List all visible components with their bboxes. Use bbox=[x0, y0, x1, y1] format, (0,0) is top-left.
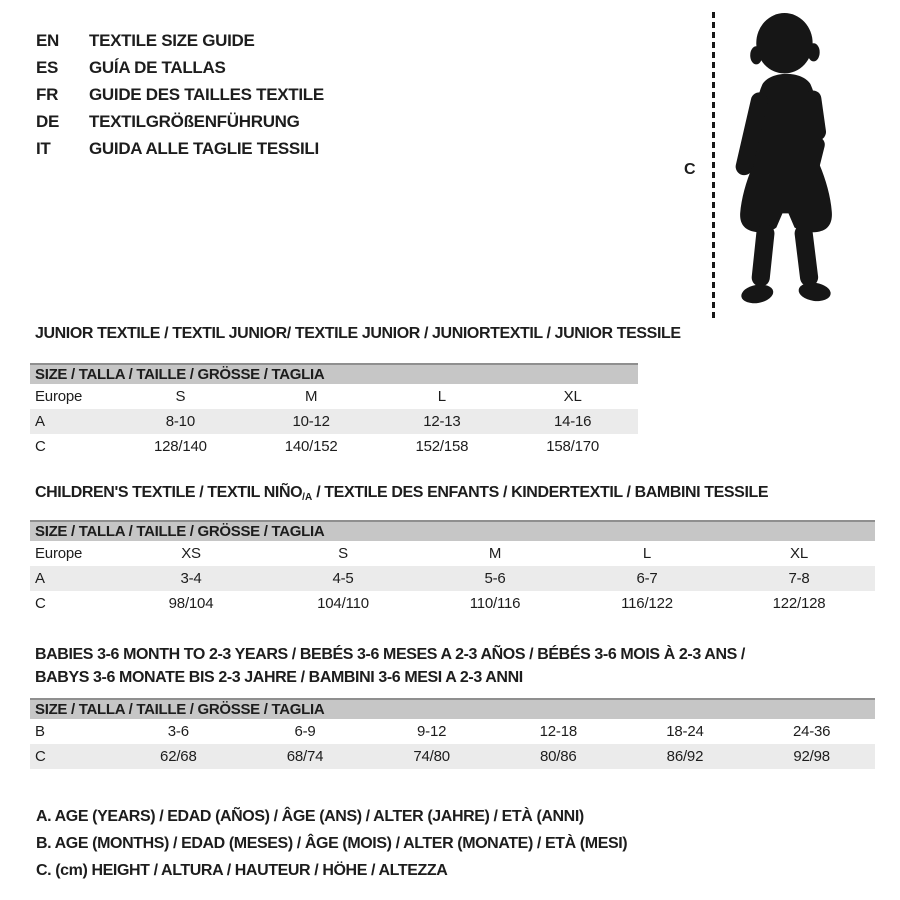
heading-text: /A bbox=[302, 492, 313, 503]
babies-row-b bbox=[30, 719, 875, 744]
size-cell: 116/122 bbox=[621, 595, 673, 612]
size-cell: 152/158 bbox=[415, 438, 469, 455]
size-cell: XL bbox=[563, 388, 582, 405]
size-cell: 3-6 bbox=[167, 723, 189, 740]
language-code: DE bbox=[36, 112, 60, 131]
children-row-europe bbox=[30, 541, 875, 566]
children-table-header: SIZE / TALLA / TAILLE / GRÖSSE / TAGLIA bbox=[30, 520, 875, 541]
babies-size-table bbox=[30, 698, 875, 769]
language-code: FR bbox=[36, 85, 59, 104]
size-cell: M bbox=[304, 388, 318, 405]
size-cell: 4-5 bbox=[332, 570, 354, 587]
row-label: Europe bbox=[35, 388, 83, 405]
children-heading bbox=[35, 484, 875, 507]
size-legend bbox=[36, 803, 627, 884]
size-cell: 18-24 bbox=[666, 723, 704, 740]
row-label: A bbox=[35, 413, 45, 430]
size-cell: 122/128 bbox=[772, 595, 826, 612]
row-label: B bbox=[35, 723, 45, 740]
legend-line-b: B. AGE (MONTHS) / EDAD (MESES) / ÂGE (MOIS) / ALTER (MONATE) / ETÀ (MESI) bbox=[36, 835, 628, 852]
size-cell: 6-7 bbox=[636, 570, 658, 587]
row-label: Europe bbox=[35, 545, 83, 562]
size-cell: 8-10 bbox=[165, 413, 195, 430]
size-cell: 68/74 bbox=[286, 748, 324, 765]
junior-table bbox=[30, 384, 638, 459]
language-label: GUIDE DES TAILLES TEXTILE bbox=[89, 85, 324, 104]
size-cell: M bbox=[488, 545, 502, 562]
language-code: EN bbox=[36, 31, 60, 50]
size-cell: 62/68 bbox=[160, 748, 197, 765]
language-label: GUIDA ALLE TAGLIE TESSILI bbox=[89, 139, 319, 158]
size-cell: 9-12 bbox=[417, 723, 447, 740]
heading-text: BABYS 3-6 MONATE BIS 2-3 JAHRE / BAMBINI 3-6 MESI A 2-3 ANNI bbox=[35, 669, 523, 686]
row-label: C bbox=[35, 595, 46, 612]
size-cell: L bbox=[642, 545, 652, 562]
babies-row-c bbox=[30, 744, 875, 769]
babies-heading bbox=[35, 666, 875, 689]
toddler-silhouette-icon bbox=[725, 8, 858, 310]
size-cell: 12-18 bbox=[539, 723, 577, 740]
junior-row-a bbox=[30, 409, 638, 434]
size-cell: 24-36 bbox=[792, 723, 831, 740]
language-row-en bbox=[36, 27, 324, 54]
size-cell: 10-12 bbox=[292, 413, 330, 430]
row-label: A bbox=[35, 570, 45, 587]
size-cell: 12-13 bbox=[423, 413, 461, 430]
row-label: C bbox=[35, 748, 46, 765]
legend-line-a: A. AGE (YEARS) / EDAD (AÑOS) / ÂGE (ANS) / ALTER (JAHRE) / ETÀ (ANNI) bbox=[36, 808, 584, 825]
junior-table-header: SIZE / TALLA / TAILLE / GRÖSSE / TAGLIA bbox=[30, 363, 638, 384]
size-cell: 6-9 bbox=[294, 723, 316, 740]
language-code: IT bbox=[36, 139, 51, 158]
size-cell: 140/152 bbox=[284, 438, 338, 455]
section-babies bbox=[30, 643, 875, 769]
size-cell: 3-4 bbox=[180, 570, 202, 587]
size-cell: 110/116 bbox=[469, 595, 521, 612]
section-children bbox=[30, 484, 875, 616]
junior-size-table bbox=[30, 363, 638, 459]
row-label: C bbox=[35, 438, 46, 455]
language-code: ES bbox=[36, 58, 59, 77]
children-table bbox=[30, 541, 875, 616]
heading-text: / TEXTILE DES ENFANTS / KINDERTEXTIL / BAMBINI TESSILE bbox=[312, 484, 769, 501]
size-cell: 104/110 bbox=[317, 595, 369, 612]
size-cell: 98/104 bbox=[168, 595, 214, 612]
size-cell: 7-8 bbox=[788, 570, 810, 587]
language-label: GUÍA DE TALLAS bbox=[89, 58, 226, 77]
language-row-fr bbox=[36, 81, 324, 108]
size-cell: S bbox=[338, 545, 348, 562]
legend-line-c: C. (cm) HEIGHT / ALTURA / HAUTEUR / HÖHE / ALTEZZA bbox=[36, 862, 448, 879]
height-c-label: C bbox=[684, 161, 696, 178]
size-cell: 74/80 bbox=[413, 748, 450, 765]
size-cell: 128/140 bbox=[153, 438, 207, 455]
heading-text: CHILDREN'S TEXTILE / TEXTIL NIÑO bbox=[35, 484, 303, 501]
language-label: TEXTILE SIZE GUIDE bbox=[89, 31, 255, 50]
size-cell: XL bbox=[790, 545, 808, 562]
size-cell: 14-16 bbox=[553, 413, 592, 430]
size-cell: 5-6 bbox=[484, 570, 506, 587]
size-cell: S bbox=[175, 388, 186, 405]
size-cell: 92/98 bbox=[793, 748, 830, 765]
babies-heading bbox=[35, 643, 875, 666]
height-dashed-line bbox=[712, 12, 715, 318]
language-row-it bbox=[36, 135, 324, 162]
size-cell: 80/86 bbox=[540, 748, 577, 765]
language-row-de bbox=[36, 108, 324, 135]
language-row-es bbox=[36, 54, 324, 81]
language-list bbox=[36, 27, 324, 162]
junior-heading bbox=[35, 325, 681, 343]
language-label: TEXTILGRÖßENFÜHRUNG bbox=[89, 112, 300, 131]
children-row-c bbox=[30, 591, 875, 616]
junior-row-c bbox=[30, 434, 638, 459]
children-size-table bbox=[30, 520, 875, 616]
size-cell: XS bbox=[181, 545, 201, 562]
size-cell: 86/92 bbox=[666, 748, 704, 765]
section-junior bbox=[30, 325, 681, 459]
size-cell: 158/170 bbox=[546, 438, 600, 455]
heading-text: BABIES 3-6 MONTH TO 2-3 YEARS / BEBÉS 3-6 MESES A 2-3 AÑOS / BÉBÉS 3-6 MOIS À 2-3 ANS / bbox=[35, 646, 745, 663]
heading-text: JUNIOR TEXTILE / TEXTIL JUNIOR/ TEXTILE JUNIOR / JUNIORTEXTIL / JUNIOR TESSILE bbox=[35, 325, 681, 342]
junior-row-europe bbox=[30, 384, 638, 409]
babies-table bbox=[30, 719, 875, 769]
children-row-a bbox=[30, 566, 875, 591]
babies-table-header: SIZE / TALLA / TAILLE / GRÖSSE / TAGLIA bbox=[30, 698, 875, 719]
size-cell: L bbox=[437, 388, 446, 405]
